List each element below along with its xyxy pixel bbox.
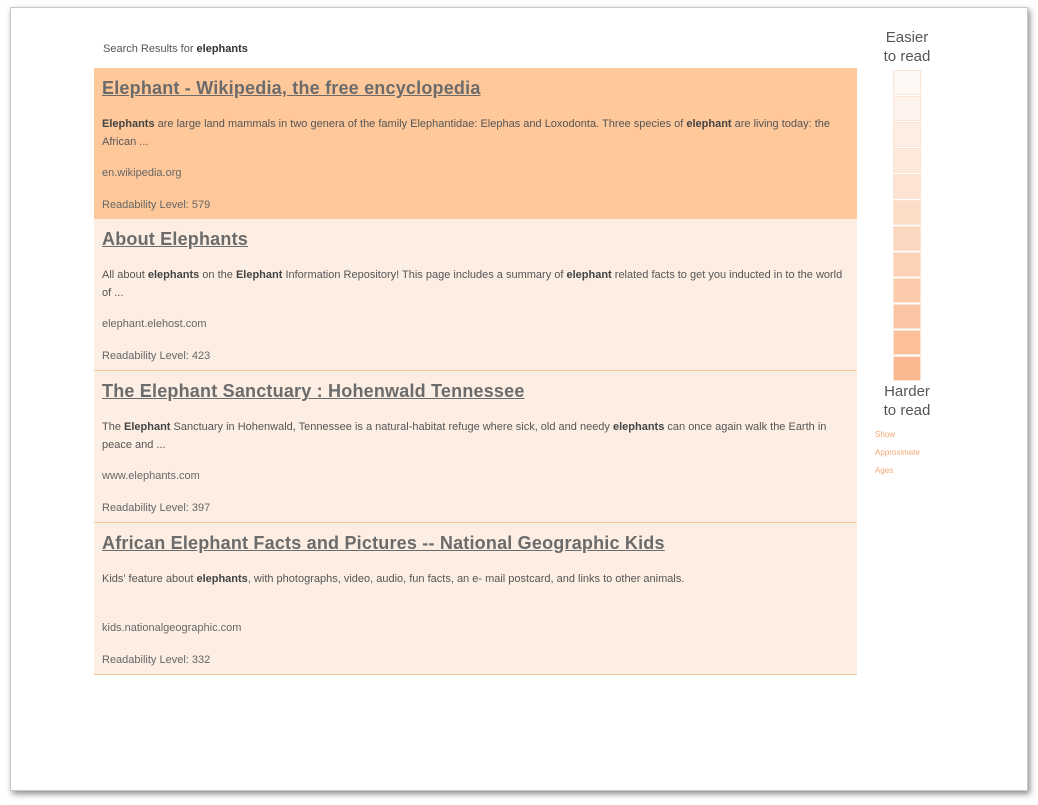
result-domain: kids.nationalgeographic.com bbox=[102, 622, 242, 634]
snippet-highlight: elephants bbox=[612, 421, 665, 433]
show-ages-link-group bbox=[867, 426, 947, 480]
harder-label-line2: to read bbox=[883, 402, 931, 419]
snippet-text: Information Repository! This page includes a summary of bbox=[282, 269, 567, 281]
snippet-text: All about bbox=[102, 269, 148, 281]
result-readability-level: Readability Level: 579 bbox=[102, 199, 211, 211]
results-heading bbox=[103, 43, 248, 55]
scale-swatch[interactable] bbox=[893, 226, 921, 251]
result-title-link[interactable]: The Elephant Sanctuary : Hohenwald Tennessee bbox=[102, 381, 525, 401]
scale-swatch[interactable] bbox=[893, 252, 921, 277]
snippet-highlight: elephant bbox=[686, 118, 732, 130]
scale-swatch[interactable] bbox=[893, 148, 921, 173]
snippet-highlight: Elephants bbox=[102, 118, 155, 130]
snippet-text: are living today: the African ... bbox=[102, 118, 831, 148]
result-readability-level: Readability Level: 423 bbox=[102, 350, 211, 362]
results-heading-prefix: Search Results for bbox=[103, 43, 197, 55]
easier-to-read-label bbox=[867, 28, 947, 66]
results-heading-query: elephants bbox=[196, 43, 248, 55]
scale-swatch[interactable] bbox=[893, 174, 921, 199]
readability-sidebar bbox=[867, 28, 947, 480]
result-item bbox=[94, 523, 857, 675]
snippet-text: on the bbox=[199, 269, 236, 281]
snippet-text: Sanctuary in Hohenwald, Tennessee is a natural-habitat refuge where sick, old and needy bbox=[170, 421, 613, 433]
snippet-highlight: Elephant bbox=[124, 421, 171, 433]
result-readability-level: Readability Level: 332 bbox=[102, 654, 211, 666]
scale-swatch[interactable] bbox=[893, 96, 921, 121]
scale-swatch[interactable] bbox=[893, 330, 921, 355]
scale-swatch[interactable] bbox=[893, 356, 921, 381]
harder-label-line1: Harder bbox=[884, 383, 930, 400]
snippet-text: related facts to get you inducted in to the world of ... bbox=[102, 269, 843, 299]
result-title-link[interactable]: Elephant - Wikipedia, the free encyclopedia bbox=[102, 78, 481, 98]
result-domain: www.elephants.com bbox=[102, 470, 200, 482]
scale-swatch[interactable] bbox=[893, 200, 921, 225]
snippet-text: are large land mammals in two genera of the family Elephantidae: Elephas and Loxodonta. Three species of bbox=[154, 118, 687, 130]
result-item bbox=[94, 68, 857, 219]
result-snippet bbox=[102, 115, 849, 151]
snippet-text: The bbox=[102, 421, 125, 433]
snippet-text: can once again walk the Earth in peace and ... bbox=[102, 421, 827, 451]
snippet-text: Kids' feature about bbox=[102, 573, 197, 585]
result-snippet bbox=[102, 266, 849, 302]
easier-label-line2: to read bbox=[883, 48, 931, 65]
result-title-link[interactable]: About Elephants bbox=[102, 229, 248, 249]
result-readability-level: Readability Level: 397 bbox=[102, 502, 211, 514]
result-item bbox=[94, 371, 857, 523]
scale-swatch[interactable] bbox=[893, 70, 921, 95]
scale-swatch[interactable] bbox=[893, 122, 921, 147]
scale-swatch[interactable] bbox=[893, 278, 921, 303]
harder-to-read-label bbox=[867, 382, 947, 420]
result-title-link[interactable]: African Elephant Facts and Pictures -- National Geographic Kids bbox=[102, 533, 665, 553]
easier-label-line1: Easier bbox=[885, 29, 929, 46]
scale-swatch[interactable] bbox=[893, 304, 921, 329]
snippet-highlight: elephants bbox=[147, 269, 200, 281]
approximate-link[interactable]: Approximate bbox=[875, 448, 920, 457]
readability-scale bbox=[893, 70, 921, 381]
snippet-highlight: elephants bbox=[196, 573, 248, 585]
result-snippet bbox=[102, 418, 849, 454]
result-domain: en.wikipedia.org bbox=[102, 167, 182, 179]
result-domain: elephant.elehost.com bbox=[102, 318, 207, 330]
page-frame bbox=[10, 7, 1028, 791]
show-link[interactable]: Show bbox=[875, 430, 896, 439]
snippet-highlight: Elephant bbox=[235, 269, 283, 281]
ages-link[interactable]: Ages bbox=[875, 466, 894, 475]
result-snippet bbox=[102, 570, 849, 606]
result-item bbox=[94, 219, 857, 371]
snippet-highlight: elephant bbox=[566, 269, 612, 281]
snippet-text: , with photographs, video, audio, fun facts, an e- mail postcard, and links to other animals. bbox=[247, 573, 685, 585]
results-list bbox=[94, 68, 857, 791]
